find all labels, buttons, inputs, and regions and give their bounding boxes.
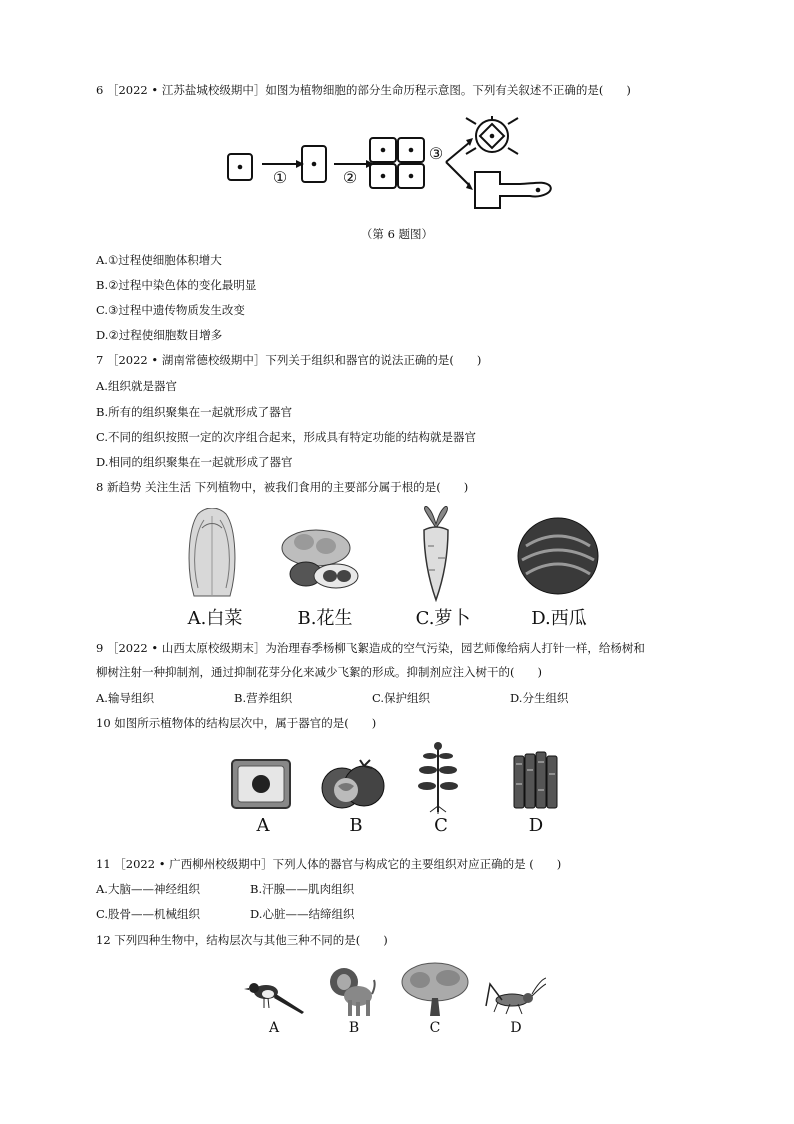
cabbage-image: [184, 508, 240, 600]
q6-option-d: D.②过程使细胞数目增多: [96, 328, 223, 342]
q9-option-c: C.保护组织: [372, 691, 431, 705]
q6-cell-diagram: [220, 116, 560, 216]
magpie-image: [244, 976, 306, 1016]
q6-option-a: A.①过程使细胞体积增大: [96, 253, 222, 267]
lion-image: [326, 966, 376, 1018]
q11-stem: 11 ［2022 • 广西柳州校级期中］下列人体的器官与构成它的主要组织对应正确的是 ( ): [96, 857, 562, 871]
q8-label-a: A.白菜: [187, 608, 243, 629]
q6-label-1: ①: [272, 168, 288, 187]
q12-label-b: B: [348, 1020, 360, 1036]
q6-label-3: ③: [428, 144, 444, 163]
tree-image: [400, 962, 470, 1016]
q11-option-d: D.心脏——结缔组织: [250, 907, 355, 921]
q12-label-a: A: [268, 1020, 280, 1036]
q6-option-b: B.②过程中染色体的变化最明显: [96, 278, 257, 292]
q11-option-c: C.股骨——机械组织: [96, 907, 201, 921]
q7-option-a: A.组织就是器官: [96, 379, 177, 393]
q12-label-c: C: [429, 1020, 441, 1036]
plant-cell-image: [230, 758, 292, 810]
q12-label-d: D: [510, 1020, 522, 1036]
whole-plant-image: [418, 740, 458, 814]
q10-label-b: B: [349, 815, 363, 836]
q9-option-b: B.营养组织: [234, 691, 293, 705]
q10-label-d: D: [528, 815, 544, 836]
q9-stem-line2: 柳树注射一种抑制剂，通过抑制花芽分化来减少飞絮的形成。抑制剂应注入树干的( ): [96, 665, 542, 679]
q10-stem: 10 如图所示植物体的结构层次中，属于器官的是( ): [96, 716, 377, 730]
q8-label-d: D.西瓜: [531, 608, 587, 629]
q9-stem-line1: 9 ［2022 • 山西太原校级期末］为治理春季杨柳飞絮造成的空气污染，园艺师像给病人打针一样，给杨树和: [96, 641, 645, 655]
q6-caption: （第 6 题图）: [360, 227, 434, 241]
q7-option-d: D.相同的组织聚集在一起就形成了器官: [96, 455, 293, 469]
vascular-tissue-image: [510, 750, 562, 810]
q7-option-c: C.不同的组织按照一定的次序组合起来，形成具有特定功能的结构就是器官: [96, 430, 477, 444]
cricket-image: [484, 976, 546, 1016]
q11-option-a: A.大脑——神经组织: [96, 882, 200, 896]
tomato-image: [320, 756, 386, 812]
q11-option-b: B.汗腺——肌肉组织: [250, 882, 355, 896]
carrot-image: [414, 506, 458, 602]
q8-stem: 8 新趋势 关注生活 下列植物中，被我们食用的主要部分属于根的是( ): [96, 480, 469, 494]
q9-option-a: A.输导组织: [96, 691, 154, 705]
peanut-image: [276, 518, 366, 596]
q8-label-c: C.萝卜: [415, 608, 471, 629]
q6-option-c: C.③过程中遗传物质发生改变: [96, 303, 245, 317]
q10-label-c: C: [434, 815, 448, 836]
q12-stem: 12 下列四种生物中，结构层次与其他三种不同的是( ): [96, 933, 388, 947]
q7-stem: 7 ［2022 • 湖南常德校级期中］下列关于组织和器官的说法正确的是( ): [96, 353, 482, 367]
watermelon-image: [516, 516, 600, 596]
q7-option-b: B.所有的组织聚集在一起就形成了器官: [96, 405, 293, 419]
q6-stem: 6 ［2022 • 江苏盐城校级期中］如图为植物细胞的部分生命历程示意图。下列有关叙述不正确的是( ): [96, 83, 631, 97]
q9-option-d: D.分生组织: [510, 691, 569, 705]
q8-label-b: B.花生: [297, 608, 353, 629]
q6-label-2: ②: [342, 168, 358, 187]
q10-label-a: A: [256, 815, 270, 836]
